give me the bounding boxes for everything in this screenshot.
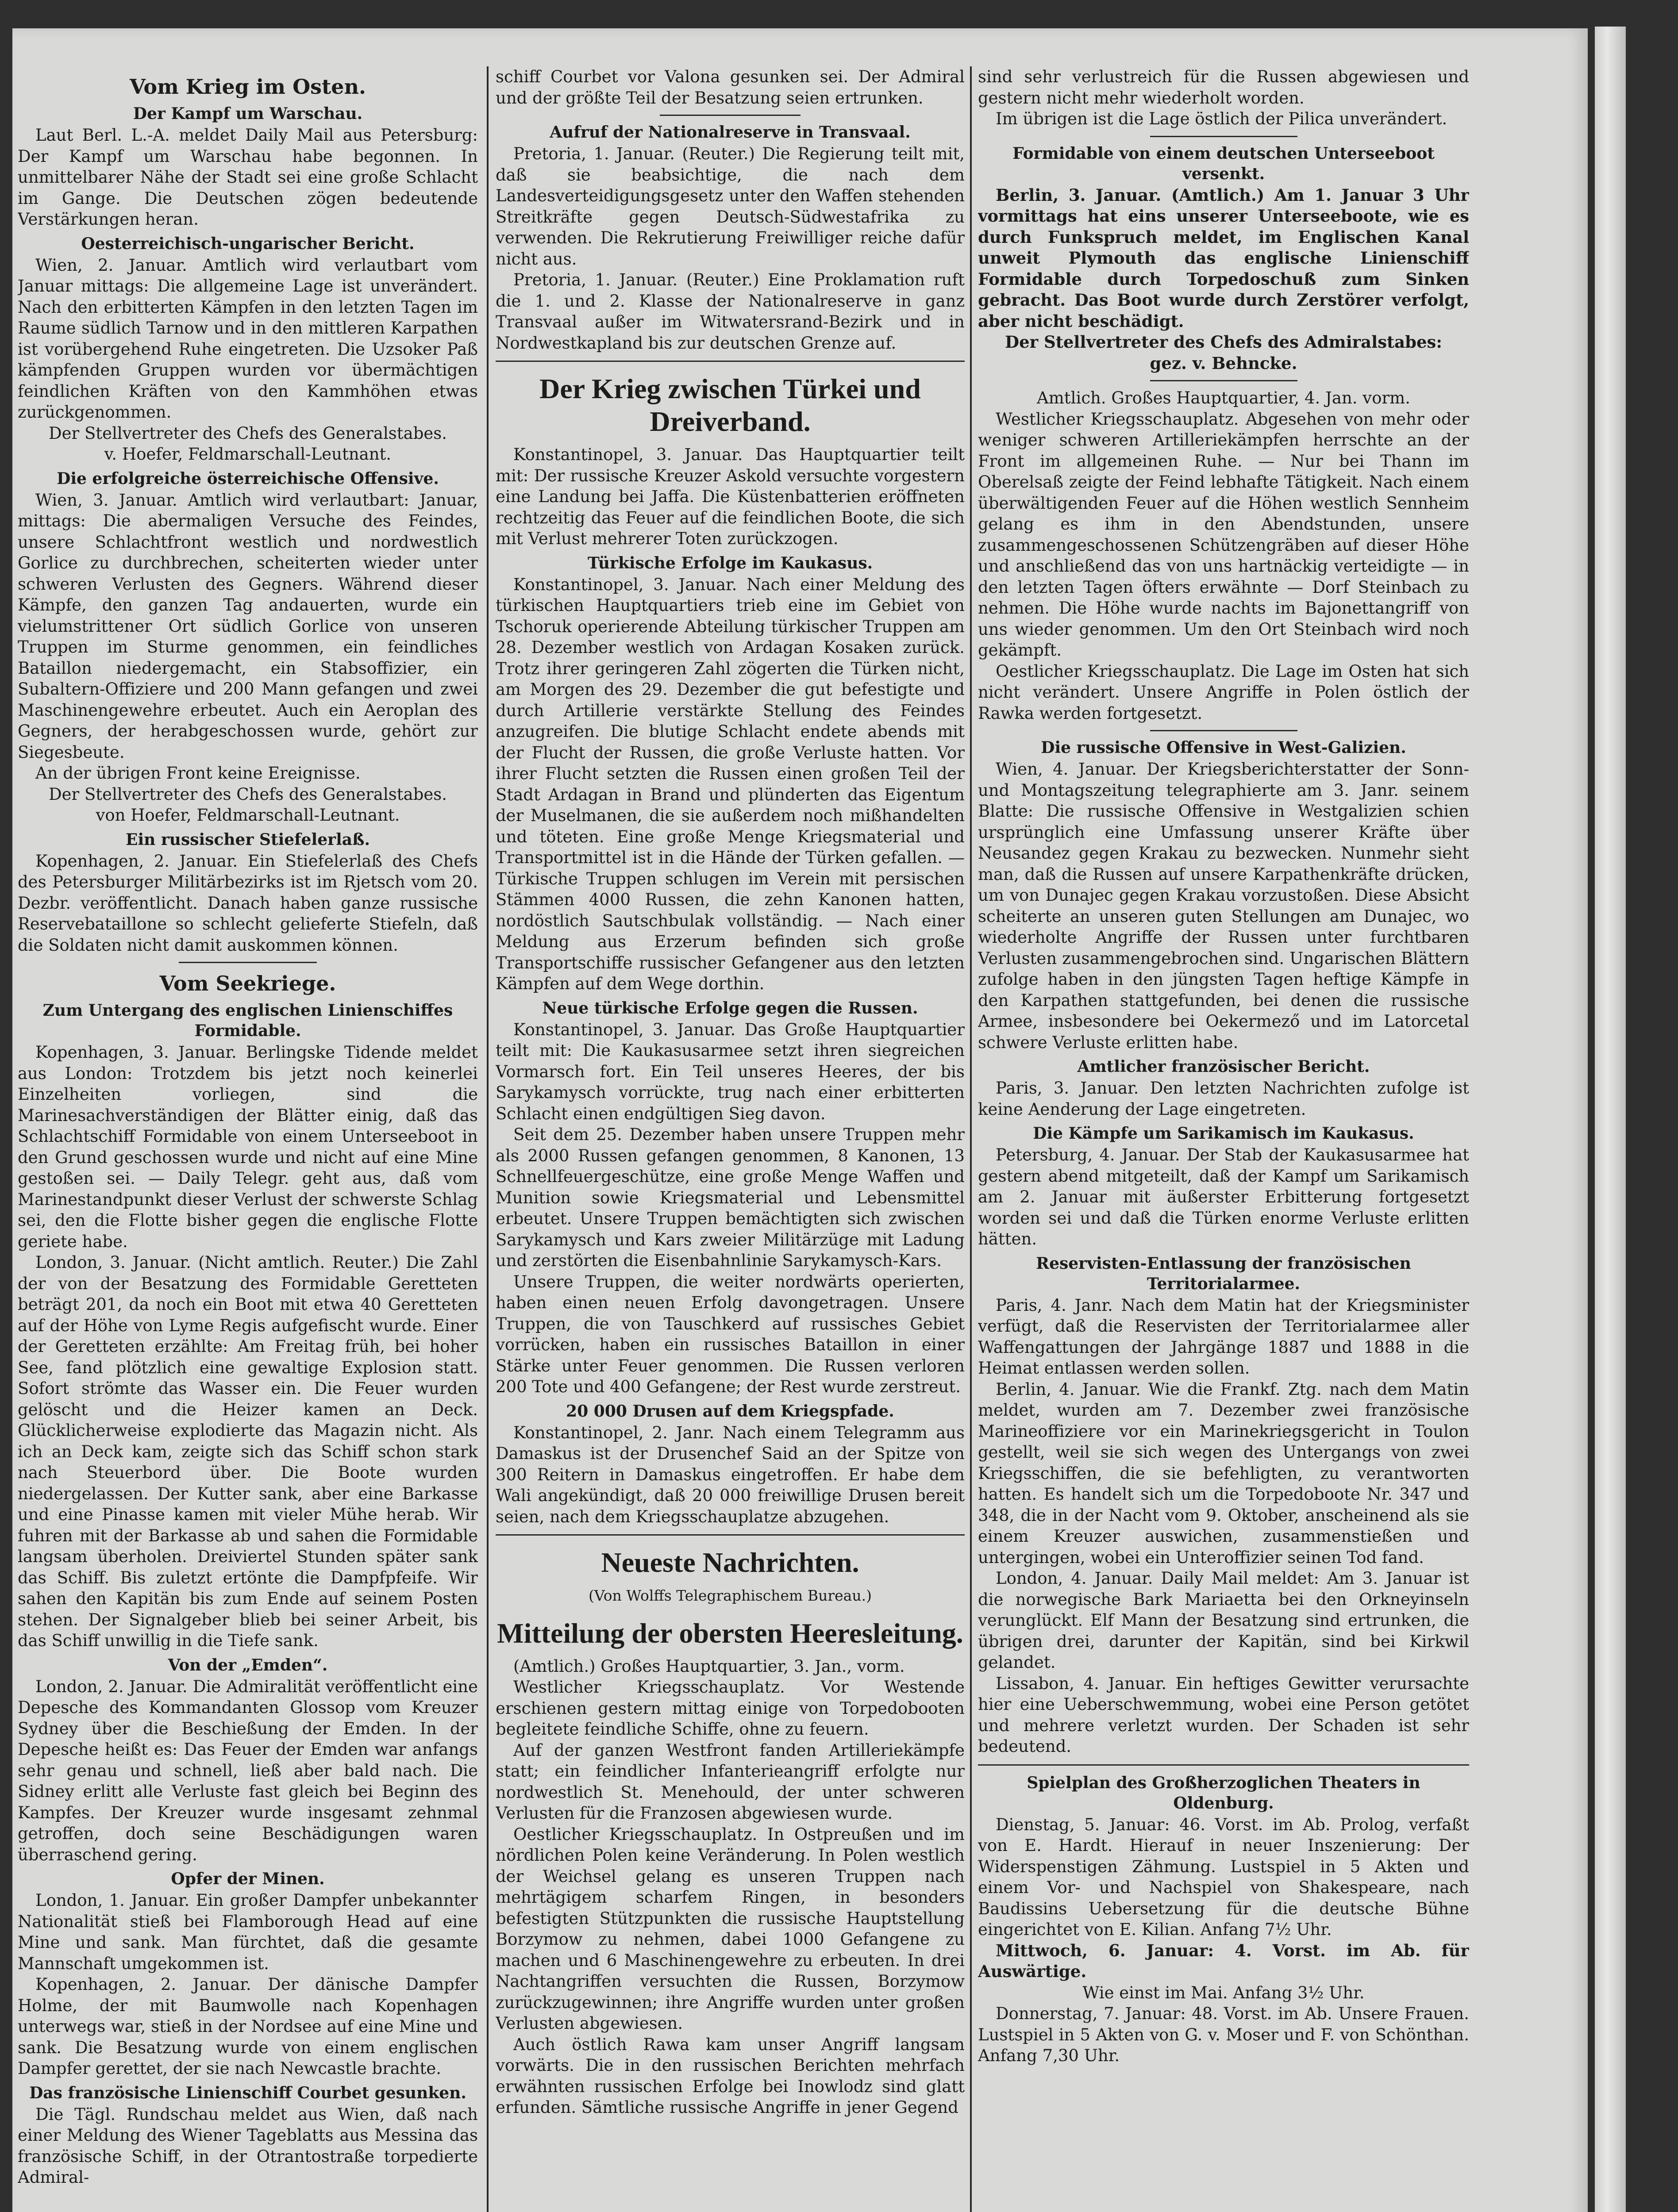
article-konst-1: Konstantinopel, 3. Januar. Das Hauptquartier teilt mit: Der russische Kreuzer Askold versuchte vorgestern eine Landung bei Jaffa. Die Küstenbatterien eröffneten rechtzeitig das Feuer auf die feindlichen Boote, die sich mit Verlust mehrerer Toten zurückzogen. <box>496 445 965 548</box>
article-kopenhagen-2: Kopenhagen, 2. Januar. Der dänische Dampfer Holme, der mit Baumwolle nach Kopenhagen unterwegs war, stieß in der Nordsee auf eine Mine und sank. Die Besatzung wurde von einem englischen Dampfer gerettet, der sie nach Newcastle brachte. <box>18 1975 478 2078</box>
article-west-2: Auf der ganzen Westfront fanden Artilleriekämpfe statt; ein feindlicher Infanterieangriff erfolgte nur nordwestlich St. Menehould, der unter schweren Verlusten für die Franzosen abgewiesen wurde. <box>496 1740 965 1823</box>
divider <box>1150 136 1297 137</box>
subhead-theater: Spielplan des Großherzoglichen Theaters in Oldenburg. <box>1027 1773 1420 1813</box>
divider <box>179 962 317 963</box>
article-konst-3c: Unsere Truppen, die weiter nordwärts operierten, haben einen neuen Erfolg davongetragen. Unsere Truppen, die von Tauschkerd auf russisches Gebiet vorrücken, haben ein russisches Bataillon in einer Stärke unter Feuer genommen. Die Russen verloren 200 Tote und 400 Gefangene; der Rest wurde zerstreut. <box>496 1272 965 1396</box>
article-courbet: Die Tägl. Rundschau meldet aus Wien, daß nach einer Meldung des Wiener Tageblatts aus Messina das französische Schiff, in der Otrantostraße torpedierte Admiral- <box>18 2104 478 2187</box>
column-rule-2 <box>970 66 972 2212</box>
signature-name: von Hoefer, Feldmarschall-Leutnant. <box>96 806 400 825</box>
article-wien-2b: An der übrigen Front keine Ereignisse. <box>35 764 361 783</box>
theater-dienstag: Dienstag, 5. Januar: 46. Vorst. im Ab. Prolog, verfaßt von E. Hardt. Hierauf in neuer Inszenierung: Der Widerspenstigen Zähmung. Lustspiel in 5 Akten und einem Vor- und Nachspiel von Shakespeare, nach Baudissins Uebersetzung für die deutsche Bühne eingerichtet von E. Kilian. Anfang 7½ Uhr. <box>978 1815 1469 1939</box>
column-2 <box>496 66 965 2118</box>
signature-line: Der Stellvertreter des Chefs des Generalstabes. <box>48 784 447 804</box>
subhead-emden: Von der „Emden“. <box>168 1655 328 1674</box>
signature-name: v. Hoefer, Feldmarschall-Leutnant. <box>104 445 392 464</box>
headline-mitteilung: Mitteilung der obersten Heeresleitung. <box>497 1617 963 1649</box>
headline-seekrieg: Vom Seekriege. <box>159 972 336 995</box>
subhead-sarikamisch: Die Kämpfe um Sarikamisch im Kaukasus. <box>1033 1124 1414 1143</box>
subhead-transvaal: Aufruf der Nationalreserve in Transvaal. <box>550 123 911 142</box>
subhead-neue: Neue türkische Erfolge gegen die Russen. <box>542 998 918 1018</box>
article-konst-3: Konstantinopel, 3. Januar. Das Große Hauptquartier teilt mit: Die Kaukasusarmee setzt ihren siegreichen Vormarsch fort. Ein Teil unseres Heeres, der bis Sarykamysch vorrückte, trug nach einer erbitterten Schlacht einen endgültigen Sieg davon. <box>496 1020 965 1123</box>
subhead-formidable: Zum Untergang des englischen Linienschiffes Formidable. <box>42 1001 453 1040</box>
article-petersburg: Petersburg, 4. Januar. Der Stab der Kaukasusarmee hat gestern abend mitgeteilt, daß der Kampf um Sarikamisch am 2. Januar mit äußerster Erbitterung fortgesetzt worden sei und daß die Türken enorme Verluste erlitten hätten. <box>978 1145 1469 1248</box>
article-konst-3b: Seit dem 25. Dezember haben unsere Truppen mehr als 2000 Russen gefangen genommen, 8 Kanonen, 13 Schnellfeuergeschütze, eine große Menge Waffen und Munition sowie Kriegsmaterial und Lebensmittel erbeutet. Unsere Truppen bemächtigten sich zwischen Sarykamysch und Kars zweier Militärzüge mit Ladung und zerstörten die Eisenbahnlinie Sarykamysch-Kars. <box>496 1125 965 1270</box>
divider <box>496 361 965 362</box>
divider <box>1150 380 1297 381</box>
subhead-kaukasus: Türkische Erfolge im Kaukasus. <box>587 553 873 572</box>
theater-donnerstag: Donnerstag, 7. Januar: 48. Vorst. im Ab. Unsere Frauen. Lustspiel in 5 Akten von G. v. Moser und F. von Schönthan. Anfang 7,30 Uhr. <box>978 2004 1469 2065</box>
divider <box>978 1764 1469 1766</box>
article-konst-4: Konstantinopel, 2. Janr. Nach einem Telegramm aus Damaskus ist der Drusenchef Said an der Spitze von 300 Reitern in Damaskus eingetroffen. Er habe dem Wali angekündigt, daß 20 000 freiwillige Drusen bereit seien, nach dem Kriegsschauplatze abzugehen. <box>496 1423 965 1526</box>
article-amtlich: (Amtlich.) Großes Hauptquartier, 3. Jan., vorm. <box>513 1656 905 1676</box>
article-amtlich-2: Amtlich. Großes Hauptquartier, 4. Jan. vorm. <box>1036 388 1411 407</box>
article-wien-3: Wien, 4. Januar. Der Kriegsberichterstatter der Sonn- und Montagszeitung telegraphierte am 3. Janr. seinem Blatte: Die russische Offensive in Westgalizien schien ursprünglich eine Umfassung unserer Kräfte über Neusandez gegen Krakau zu bezwecken. Nunmehr sieht man, daß die Russen auf unsere Karpathenkräfte drücken, um von Dunajec gegen Krakau vorzustoßen. Diese Absicht scheiterte an unseren guten Stellungen am Dunajec, wo wiederholte Angriffe der Russen unter furchtbaren Verlusten zusammengebrochen sind. Ungarischen Blättern zufolge haben in den jüngsten Tagen heftige Kämpfe in den Karpathen stattgefunden, bei denen die russische Armee, insbesondere bei Oekermező und im Latorcetal schwere Verluste erlitten habe. <box>978 760 1469 1052</box>
page-edge <box>1595 27 1626 2212</box>
signature-line: Der Stellvertreter des Chefs des Generalstabes. <box>48 423 447 443</box>
signature-line: Der Stellvertreter des Chefs des Admiralstabes: <box>1005 332 1442 352</box>
article-konst-2: Konstantinopel, 3. Januar. Nach einer Meldung des türkischen Hauptquartiers trieb eine im Gebiet von Tschoruk operierende Abteilung türkischer Truppen am 28. Dezember westlich von Ardagan Kosaken zurück. Trotz ihrer geringeren Zahl zögerten die Türken nicht, am Morgen des 29. Dezember die gut befestigte und durch Artillerie verstärkte Stellung des Feindes anzugreifen. Die blutige Schlacht endete abends mit der Flucht der Russen, die große Verluste hatten. Vor ihrer Flucht setzten die Russen einen großen Teil der Stadt Ardagan in Brand und plünderten das Eigentum der Muselmanen, die sie außerdem noch mißhandelten und töteten. Eine große Menge Kriegsmaterial und Transportmittel ist in die Hände der Türken gefallen. — Türkische Truppen schlugen im Verein mit persischen Stämmen 4000 Russen, die zehn Kanonen hatten, nordöstlich Sautschbulak vollständig. — Nach einer Meldung aus Erzerum befinden sich große Transportschiffe russischer Gefangener aus den letzten Kämpfen auf dem Wege dorthin. <box>496 575 965 993</box>
column-3 <box>978 66 1469 2066</box>
subhead-uboot: Formidable von einem deutschen Unterseeboot versenkt. <box>1012 144 1435 183</box>
article-stiefel: Kopenhagen, 2. Januar. Ein Stiefelerlaß des Chefs des Petersburger Militärbezirks ist im Rjetsch vom 20. Dezbr. veröffentlicht. Danach haben ganze russische Reservebataillone so schlecht gelieferte Stiefeln, daß die Soldaten nicht damit auskommen können. <box>18 851 478 955</box>
article-berlin-1: Berlin, 3. Januar. (Amtlich.) Am 1. Januar 3 Uhr vormittags hat eins unserer Unterseeboote, wie es durch Funkspruch meldet, im Englischen Kanal unweit Plymouth das englische Linienschiff Formidable durch Torpedoschuß zum Sinken gebracht. Das Boot wurde durch Zerstörer verfolgt, aber nicht beschädigt. <box>978 185 1469 331</box>
subhead-stiefel: Ein russischer Stiefelerlaß. <box>126 830 370 849</box>
article-ost-3: Oestlicher Kriegsschauplatz. Die Lage im Osten hat sich nicht verändert. Unsere Angriffe in Polen östlich der Rawka werden fortgesetzt. <box>978 661 1469 723</box>
article-continuation: sind sehr verlustreich für die Russen abgewiesen und gestern nicht mehr wiederholt worden. <box>978 67 1469 108</box>
article-london-3: London, 4. Januar. Daily Mail meldet: Am 3. Januar ist die norwegische Bark Mariaetta bei den Orkneyinseln verunglückt. Elf Mann der Besatzung sind ertrunken, die übrigen drei, darunter der Kapitän, sind bei Kirkwil gelandet. <box>978 1569 1469 1672</box>
article-warschau: Laut Berl. L.-A. meldet Daily Mail aus Petersburg: Der Kampf um Warschau habe begonnen. In unmittelbarer Nähe der Stadt sei eine große Schlacht im Gange. Die Deutschen zögen bedeutende Verstärkungen heran. <box>18 126 478 229</box>
subline-wolff: (Von Wolffs Telegraphischem Bureau.) <box>589 1587 872 1604</box>
subhead-opfer: Opfer der Minen. <box>171 1870 325 1888</box>
subhead-warschau: Der Kampf um Warschau. <box>133 104 363 123</box>
article-west: Westlicher Kriegsschauplatz. Vor Westende erschienen gestern mittag einige von Torpedobooten begleitete feindliche Schiffe, ohne zu feuern. <box>496 1678 965 1739</box>
column-rule-1 <box>487 66 489 2212</box>
subhead-drusen: 20 000 Drusen auf dem Kriegspfade. <box>566 1402 894 1421</box>
subhead-franz: Amtlicher französischer Bericht. <box>1077 1057 1370 1076</box>
headline-osten: Vom Krieg im Osten. <box>129 75 366 99</box>
article-ost: Oestlicher Kriegsschauplatz. In Ostpreußen und im nördlichen Polen keine Veränderung. In Polen westlich der Weichsel gelang es unseren Truppen nach mehrtägigem scharfem Ringen, in besonders befestigten Stützpunkten die russische Hauptstellung Borzymow zu nehmen, dabei 1000 Gefangene zu machen und 6 Maschinengewehre zu erbeuten. In drei Nachtangriffen versuchten die Russen, Borzymow zurückzugewinnen; ihre Angriffe wurden unter großen Verlusten abgewiesen. <box>496 1824 965 2033</box>
divider <box>1150 730 1297 731</box>
article-ost-2: Auch östlich Rawa kam unser Angriff langsam vorwärts. Die in den russischen Berichten mehrfach erwähnten russischen Erfolge bei Inowlodz sind glatt erfunden. Sämtliche russische Angriffe in jener Gegend <box>496 2035 965 2117</box>
divider <box>496 1534 965 1536</box>
subhead-galizien: Die russische Offensive in West-Galizien. <box>1041 738 1406 757</box>
article-pretoria-1: Pretoria, 1. Januar. (Reuter.) Die Regierung teilt mit, daß sie beabsichtige, die nach dem Landesverteidigungsgesetz unter den Waffen stehenden Streitkräfte gegen Deutsch-Südwestafrika zu verwenden. Die Rekrutierung Freiwilliger reiche dafür nicht aus. <box>496 144 965 269</box>
subhead-offensive: Die erfolgreiche österreichische Offensive. <box>57 469 439 488</box>
article-pretoria-2: Pretoria, 1. Januar. (Reuter.) Eine Proklamation ruft die 1. und 2. Klasse der Nationalreserve in ganz Transvaal außer im Witwatersrand-Bezirk und in Nordwestkapland bis zur deutschen Grenze auf. <box>496 270 965 353</box>
article-lissabon: Lissabon, 4. Januar. Ein heftiges Gewitter verursachte hier eine Ueberschwemmung, wobei eine Person getötet und mehrere verletzt wurden. Der Schaden ist sehr bedeutend. <box>978 1674 1469 1756</box>
subhead-oesterr: Oesterreichisch-ungarischer Bericht. <box>81 234 415 253</box>
article-kopenhagen: Kopenhagen, 3. Januar. Berlingske Tidende meldet aus London: Trotzdem bis jetzt noch keinerlei Einzelheiten vorliegen, sind die Marinesachverständigen der Blätter einig, daß das Schlachtschiff Formidable von einem Unterseeboot in den Grund geschossen wurde und nicht auf eine Mine gestoßen sei. — Daily Telegr. geht aus, daß vom Marinestandpunkt dieser Verlust der schwerste Schlag sei, den die Flotte bisher gegen die englische Flotte geriete habe. <box>18 1043 478 1251</box>
article-west-3: Westlicher Kriegsschauplatz. Abgesehen von mehr oder weniger schweren Artilleriekämpfen herrschte an der Front im allgemeinen Ruhe. — Nur bei Thann im Oberelsaß zeigte der Feind lebhafte Tätigkeit. Nach einem überwältigenden Feuer auf die Höhen westlich Sennheim gelang es ihm in den Abendstunden, unsere zusammengeschossenen Schützengräben auf dieser Höhe und anschließend das von uns hartnäckig verteidigte — in den letzten Tagen öfters erwähnte — Dorf Steinbach zu nehmen. Die Höhe wurde nachts im Bajonettangriff von uns wieder genommen. Um den Ort Steinbach wird noch gekämpft. <box>978 409 1469 660</box>
article-london-1: London, 3. Januar. (Nicht amtlich. Reuter.) Die Zahl der von der Besatzung des Formidable Geretteten beträgt 201, da noch ein Boot mit etwa 40 Geretteten auf der Höhe von Lyme Regis aufgefischt wurde. Einer der Geretteten erzählte: Am Freitag früh, bei hoher See, fand plötzlich eine gewaltige Explosion statt. Sofort strömte das Wasser ein. Die Feuer wurden gelöscht und die Heizer kamen an Deck. Glücklicherweise explodierte das Magazin nicht. Als ich an Deck kam, zeigte sich das Schiff schon stark nach Steuerbord über. Die Boote wurden niedergelassen. Der Kutter sank, aber eine Barkasse und eine Pinasse kamen mit vieler Mühe herab. Wir fuhren mit der Barkasse ab und sahen die Formidable langsam überholen. Dreiviertel Stunden später sank das Schiff. Bis zuletzt ertönte die Dampfpfeife. Wir sahen den Kapitän bis zum Ende auf seinem Posten stehen. Der Signalgeber blieb bei seiner Arbeit, bis das Schiff unwillig in die Tiefe sank. <box>18 1253 478 1650</box>
article-courbet-cont: schiff Courbet vor Valona gesunken sei. Der Admiral und der größte Teil der Besatzung seien ertrunken. <box>496 67 965 108</box>
headline-neueste: Neueste Nachrichten. <box>601 1547 859 1578</box>
column-1 <box>18 66 478 2188</box>
subhead-courbet: Das französische Linienschiff Courbet gesunken. <box>29 2083 466 2102</box>
article-paris-2: Paris, 4. Janr. Nach dem Matin hat der Kriegsminister verfügt, daß die Reservisten der Territorialarmee aller Waffengattungen der Jahrgänge 1887 und 1888 in die Heimat entlassen werden sollen. <box>978 1295 1469 1378</box>
theater-mittwoch: Mittwoch, 6. Januar: 4. Vorst. im Ab. für Auswärtige. <box>978 1940 1469 1981</box>
article-wien-2: Wien, 3. Januar. Amtlich wird verlautbart: Januar, mittags: Die abermaligen Versuche des Feindes, unsere Schlachtfront westlich und nordwestlich Gorlice zu durchbrechen, scheiterten wieder unter schweren Verlusten des Gegners. Während dieser Kämpfe, den ganzen Tag andauerten, wurde ein vielumstrittener Ort südlich Gorlice von unseren Truppen im Sturme genommen, ein feindliches Bataillon niedergemacht, ein Stabsoffizier, ein Subaltern-Offiziere und 200 Mann gefangen und zwei Maschinengewehre erbeutet. Auch ein Aeroplan des Gegners, der herabgeschossen wurde, gehört zur Siegesbeute. <box>18 490 478 762</box>
divider <box>660 115 801 116</box>
article-pilica: Im übrigen ist die Lage östlich der Pilica unverändert. <box>996 109 1447 128</box>
theater-mittwoch-2: Wie einst im Mai. Anfang 3½ Uhr. <box>1082 1983 1365 2002</box>
article-emden: London, 2. Januar. Die Admiralität veröffentlicht eine Depesche des Kommandanten Glossop vom Kreuzer Sydney über die Beschießung der Emden. In der Depesche heißt es: Das Feuer der Emden war anfangs sehr genau und schnell, ließ aber bald nach. Die Sidney erlitt alle Verluste fast gleich bei Beginn des Kampfes. Der Kreuzer wurde insgesamt zehnmal getroffen, doch seine Beschädigungen waren überraschend gering. <box>18 1677 478 1864</box>
subhead-reservisten: Reservisten-Entlassung der französischen Territorialarmee. <box>1036 1254 1411 1293</box>
headline-tuerkei: Der Krieg zwischen Türkei und Dreiverband. <box>539 373 921 437</box>
article-london-2: London, 1. Januar. Ein großer Dampfer unbekannter Nationalität stieß bei Flamborough Head auf eine Mine und sank. Man fürchtet, daß die gesamte Mannschaft umgekommen ist. <box>18 1891 478 1973</box>
article-paris-1: Paris, 3. Januar. Den letzten Nachrichten zufolge ist keine Aenderung der Lage eingetreten. <box>978 1079 1469 1119</box>
signature-name: gez. v. Behncke. <box>1150 353 1297 373</box>
article-berlin-2: Berlin, 4. Januar. Wie die Frankf. Ztg. nach dem Matin meldet, wurden am 7. Dezember zwei französische Marineoffiziere vor ein Marinekriegsgericht in Toulon gestellt, weil sie sich wegen des Untergangs von zwei Kriegsschiffen, die sie befehligten, zu verantworten hatten. Es handelt sich um die Torpedoboote Nr. 347 und 348, die in der Nacht vom 9. Oktober, anscheinend als sie einem Kreuzer auswichen, zusammenstießen und untergingen, wobei ein Unteroffizier seinen Tod fand. <box>978 1379 1469 1567</box>
article-wien-1: Wien, 2. Januar. Amtlich wird verlautbart vom Januar mittags: Die allgemeine Lage ist unverändert. Nach den erbitterten Kämpfen in den letzten Tagen im Raume südlich Tarnow und in den mittleren Karpathen ist vorübergehend Ruhe eingetreten. Die Uzsoker Paß kämpfenden Gruppen wurden vor übermächtigen feindlichen Kräften von den Kammhöhen etwas zurückgenommen. <box>18 255 478 422</box>
